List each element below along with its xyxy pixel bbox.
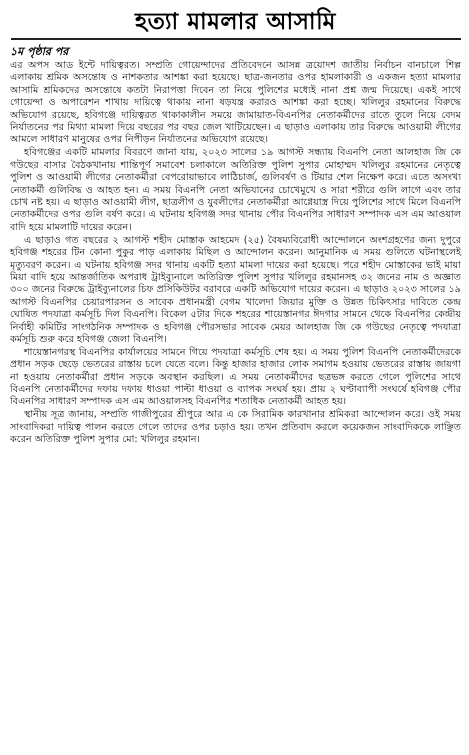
headline-box: [11, 6, 461, 40]
article-paragraph-2: হবিগঞ্জের একটি মামলার বিবরণে জানা যায়, ২০২৩ সালের ১৯ আগস্ট সন্ধ্যায় বিএনপি নেতা আলহাজ জি কে গউছের বাসার বৈঠকখানায় শান্তিপূর্ণ সমাবেশ চলাকালে অতিরিক্ত পুলিশ সুপার মোহাম্মদ খলিলুর রহমানের নেতৃত্বে পুলিশ ও আওয়ামী লীগের নেতাকর্মীরা বেপরোয়াভাবে লাঠিচার্জ, গুলিবর্ষণ ও টিয়ার শেল নিক্ষেপ করে। এতে অসংখ্য নেতাকর্মী গুলিবিদ্ধ ও আহত হন। এ সময় বিএনপি নেতা অভিযানের চোখেমুখে ও সারা শরীরে গুলি লাগে এবং তার চোখ নষ্ট হয়। এ ছাড়াও আওয়ামী লীগ, ছাত্রলীগ ও যুবলীগের নেতাকর্মীরা আগ্নেয়াস্ত্র দিয়ে পুলিশের সাথে মিলে বিএনপি নেতাকর্মীদের ওপর গুলি বর্ষণ করে। এ ঘটনায় হবিগঞ্জ সদর থানায় পৌর বিএনপির সাধারণ সম্পাদক এস এম আওয়াল বাদি হয়ে মামলাটি দায়ের করেন।: [10, 147, 461, 233]
article-headline: হত্যা মামলার আসামি: [135, 8, 336, 35]
article-paragraph-1: এর অপস আড ইন্টে দায়িত্বরত। সম্প্রতি গোয়েন্দাদের প্রতিবেদনে আসন্ন ত্রয়োদশ জাতীয় নির্বাচন বানচালে শিল্প এলাকায় শ্রমিক অসন্তোষ ও নাশকতার আশঙ্কা করা হয়েছে। ছাত্র-জনতার ওপর হামলাকারী ও একজন হত্যা মামলার আসামি শ্রমিকদের অসন্তোষে কতটা নিরাপত্তা দিবেন তা নিয়ে পুলিশের মধ্যেই নানা প্রশ্ন জন্ম দিয়েছে। একই সাথে গোয়েন্দা ও অপারেশন শাখায় দায়িত্বে থাকায় নানা ষড়যন্ত্র করারও আশঙ্কা করা হচ্ছে। খলিলুর রহমানের বিরুদ্ধে অভিযোগ রয়েছে, হবিগঞ্জে দায়িত্বরত থাকাকালীন সময়ে জামায়াত-বিএনপির নেতাকর্মীদের রাতে তুলে নিয়ে বেদম নির্যাতনের পর মিথ্যা মামলা দিয়ে বছরের পর বছর জেল খাটিয়েছেন। এ ছাড়াও এলাকায় তার বিরুদ্ধে আওয়ামী লীগের আমলে সাধারণ মানুষের ওপর নিপীড়ন নির্যাতনের অভিযোগ রয়েছে।: [10, 60, 461, 146]
article-paragraph-5: স্থানীয় সূত্র জানায়, সম্প্রতি গাজীপুরের শ্রীপুরে আর এ কে সিরামিক কারখানার শ্রমিকরা আন্দোলন করে। ওই সময় সাংবাদিকরা দায়িত্ব পালন করতে গেলে তাদের ওপর চড়াও হয়। তখন প্রতিবাদ করলে কয়েকজন সাংবাদিককে লাঞ্ছিত করেন অতিরিক্ত পুলিশ সুপার মো: খলিলুর রহমান।: [10, 409, 461, 446]
article-body: [10, 60, 461, 447]
article-paragraph-4: শায়েস্তানগরস্থ বিএনপির কার্যালয়ের সামনে গিয়ে পদযাত্রা কর্মসূচি শেষ হয়। এ সময় পুলিশ বিএনপি নেতাকর্মীদেরকে প্রধান সড়ক ছেড়ে ভেতরের রাস্তায় চলে যেতে বলে। কিন্তু হাজার হাজার লোক সমাগম হওয়ায় ভেতরের রাস্তায় জায়গা না হওয়ায় নেতাকর্মীরা প্রধান সড়কে অবস্থান করছিল। এ সময় নেতাকর্মীদের ছত্রভঙ্গ করতে গেলে পুলিশের সাথে বিএনপি নেতাকর্মীদের দফায় দফায় ধাওয়া পাল্টা ধাওয়া ও ব্যাপক সংঘর্ষ হয়। প্রায় ২ ঘণ্টাব্যাপী সংঘর্ষে হবিগঞ্জ পৌর বিএনপির সাধারণ সম্পাদক এস এম আওয়ালসহ বিএনপির শতাধিক নেতাকর্মী আহত হয়।: [10, 346, 461, 408]
article-paragraph-3: এ ছাড়াও গত বছরের ২ আগস্ট শহীদ মোস্তাক আহমেদ (২৫) বৈষম্যবিরোধী আন্দোলনে অংশগ্রহণের জন্য দুপুরে হবিগঞ্জ শহরের টিন কোনা পুকুর পাড় এলাকায় মিছিল ও আন্দোলন করেন। আনুমানিক এ সময় গুলিতে ঘটনাস্থলেই মৃত্যুবরণ করেন। এ ঘটনায় হবিগঞ্জ সদর থানায় একটি হত্যা মামলা দায়ের করা হয়েছে। পরে শহীদ মোস্তাকের ভাই মায়া মিয়া বাদি হয়ে আন্তর্জাতিক অপরাধ ট্রাইব্যুনালে অতিরিক্ত পুলিশ সুপার খলিলুর রহমানসহ ৩২ জনের নাম ও অজ্ঞাত ৩০০ জনের বিরুদ্ধে ট্রাইব্যুনালের চিফ প্রসিকিউটর বরাবরে একটি অভিযোগ দায়ের করেন। এ ছাড়াও ২০২৩ সালের ১৯ আগস্ট বিএনপির চেয়ারপারসন ও সাবেক প্রধানমন্ত্রী বেগম খালেদা জিয়ার মুক্তি ও উন্নত চিকিৎসার দাবিতে কেন্দ্র ঘোষিত পদযাত্রা কর্মসূচি দিল বিএনপি। বিকেল ৫টার দিকে শহরের শায়েস্তানগর ঈদগার সামনে থেকে বিএনপির কেন্দ্রীয় নির্বাহী কমিটির সাংগঠনিক সম্পাদক ও হবিগঞ্জ পৌরসভার সাবেক মেয়র আলহাজ জি কে গউছের নেতৃত্বে পদযাত্রা কর্মসূচি শুরু করে হবিগঞ্জ জেলা বিএনপি।: [10, 234, 461, 345]
continued-from-label: ১ম পৃষ্ঠার পর: [10, 45, 69, 58]
